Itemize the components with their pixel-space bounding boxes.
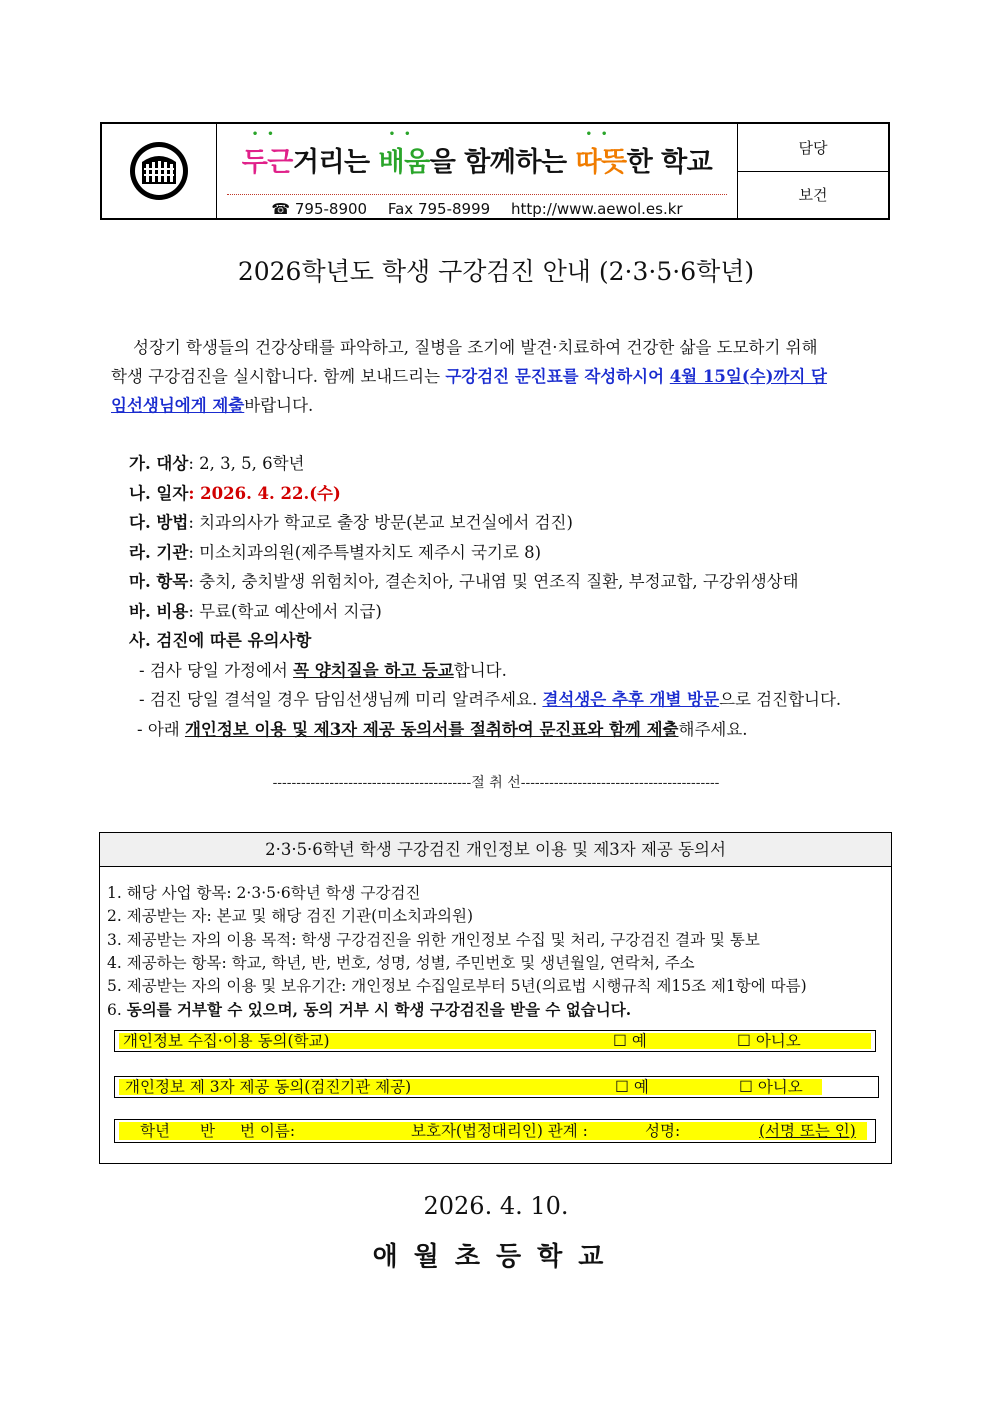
slogan-part: 한 학교 [626,147,713,178]
class-field[interactable]: 반 [200,1122,215,1140]
guardian-relation-field[interactable]: 보호자(법정대리인) 관계 : [411,1122,588,1140]
agree-label: 개인정보 제 3자 제공 동의(검진기관 제공) [125,1078,412,1096]
info-list [129,449,909,744]
intro-line: 임선생님에게 제출바랍니다. [111,396,314,415]
school-emblem-icon [128,140,190,202]
school-name: 애월초등학교 [372,1242,620,1272]
school-slogan [217,129,737,179]
issue-date: 2026. 4. 10. [423,1192,569,1220]
list-item: 2. 제공받는 자: 본교 및 해당 검진 기관(미소치과의원) [107,907,474,926]
intro-line: 성장기 학생들의 건강상태를 파악하고, 질병을 조기에 발견·치료하여 건강한 삶을 도모하기 위해 [133,338,818,357]
slogan-part: •• 따뜻 [575,129,627,178]
intro-line: 학생 구강검진을 실시합니다. 함께 보내드리는 구강검진 문진표를 작성하시어 4월 15일(수)까지 담 [111,367,827,386]
list-item: 5. 제공받는 자의 이용 및 보유기간: 개인정보 수집일로부터 5년(의료법 시행규칙 제15조 제1항에 따름) [107,977,807,996]
slogan-part: •• 배움 [378,129,430,178]
slogan-part: •• 두근 [241,129,293,178]
list-item: 마. 항목: 충치, 충치발생 위험치아, 결손치아, 구내염 및 연조직 질환, 부정교합, 구강위생상태 [129,572,799,591]
note-item: - 검사 당일 가정에서 꼭 양치질을 하고 등교합니다. [139,660,507,680]
no-checkbox[interactable]: ☐ 아니오 [737,1032,801,1050]
consent-form [99,832,892,1164]
letterhead [100,122,890,220]
consent-agree-third-party [114,1076,879,1098]
staff-cell [738,124,888,218]
school-url[interactable]: http://www.aewol.es.kr [510,200,683,218]
consent-agree-school [114,1030,876,1052]
staff-label: 담당 [738,124,888,172]
slogan-cell [217,124,738,218]
list-item: 6. 동의를 거부할 수 있으며, 동의 거부 시 학생 구강검진을 받을 수 없습니다. [107,1000,632,1020]
school-logo-cell [102,124,217,218]
list-item: 가. 대상: 2, 3, 5, 6학년 [129,454,305,473]
page-title: 2026학년도 학생 구강검진 안내 (2·3·5·6학년) [237,257,755,286]
signature-row [114,1119,876,1143]
name-field[interactable]: 번 이름: [240,1122,296,1140]
list-item: 나. 일자: 2026. 4. 22.(수) [129,483,341,503]
list-item: 다. 방법: 치과의사가 학교로 출장 방문(본교 보건실에서 검진) [129,513,573,532]
note-item: - 아래 개인정보 이용 및 제3자 제공 동의서를 절취하여 문진표와 함께 제출해주세요. [137,719,748,739]
cut-line: ------------------------------------------절 취 선------------------------------------------ [272,775,720,791]
list-item: 사. 검진에 따른 유의사항 [129,631,312,650]
consent-title: 2·3·5·6학년 학생 구강검진 개인정보 이용 및 제3자 제공 동의서 [100,833,891,867]
contact-line [217,200,737,218]
slogan-divider [227,194,727,195]
note-item: - 검진 당일 결석일 경우 담임선생님께 미리 알려주세요. 결석생은 추후 개별 방문으로 검진합니다. [139,690,842,709]
list-item: 4. 제공하는 항목: 학교, 학년, 반, 번호, 성명, 성별, 주민번호 및 생년월일, 연락처, 주소 [107,953,695,972]
list-item: 바. 비용: 무료(학교 예산에서 지급) [129,601,382,621]
yes-checkbox[interactable]: ☐ 예 [613,1032,647,1050]
grade-field[interactable]: 학년 [140,1122,170,1140]
staff-value: 보건 [798,186,828,205]
signature-field[interactable]: (서명 또는 인) [759,1122,856,1140]
fax-number: Fax 795-8999 [387,200,491,218]
slogan-part: 거리는 [292,147,379,178]
list-item: 라. 기관: 미소치과의원(제주특별자치도 제주시 국기로 8) [129,542,542,562]
agree-label: 개인정보 수집·이용 동의(학교) [123,1032,330,1050]
guardian-name-field[interactable]: 성명: [645,1122,681,1140]
intro-paragraph [111,333,886,420]
yes-checkbox[interactable]: ☐ 예 [615,1078,649,1096]
slogan-part: 을 함께하는 [429,147,576,178]
phone-number: ☎ 795-8900 [271,200,368,218]
list-item: 3. 제공받는 자의 이용 목적: 학생 구강검진을 위한 개인정보 수집 및 처리, 구강검진 결과 및 통보 [107,930,760,949]
no-checkbox[interactable]: ☐ 아니오 [739,1078,803,1096]
list-item: 1. 해당 사업 항목: 2·3·5·6학년 학생 구강검진 [107,884,421,902]
consent-list [107,882,807,1023]
